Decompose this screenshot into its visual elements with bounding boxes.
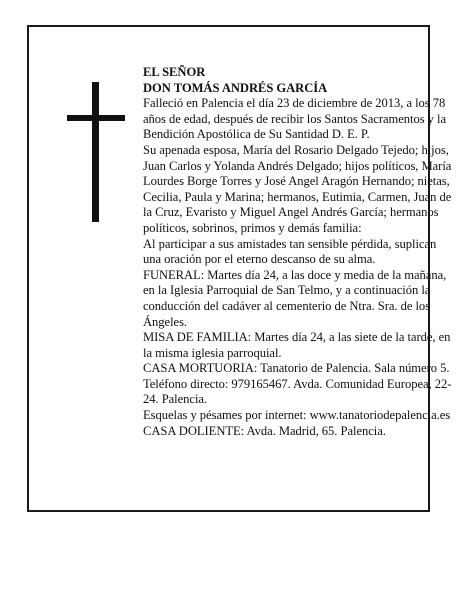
funeral-home-paragraph: CASA MORTUORIA: Tanatorio de Palencia. Sala número 5. Teléfono directo: 979165467. Avda. Comunidad Europea, 22-24. Palencia. (143, 361, 452, 407)
deceased-name: DON TOMÁS ANDRÉS GARCÍA (143, 80, 328, 95)
family-paragraph: Su apenada esposa, María del Rosario Delgado Tejedo; hijos, Juan Carlos y Yolanda Andrés Delgado; hijos políticos, María Lourdes Borge Torres y José Angel Aragón Hernando; nietas, Cecilia, Paula y Marina; hermanos, Eutimia, Carmen, Juan de la Cruz, Evaristo y Miguel Angel Andrés García; hermanos políticos, sobrinos, primos y demás familia: (143, 142, 452, 235)
prayer-paragraph: Al participar a sus amistades tan sensible pérdida, suplican una oración por el eterno descanso de su alma. (143, 236, 437, 267)
cross-icon-horizontal (67, 115, 125, 121)
internet-condolences-paragraph: Esquelas y pésames por internet: www.tanatoriodepalencia.es (143, 408, 451, 423)
heading: EL SEÑOR (143, 65, 206, 79)
obituary-notice (27, 25, 452, 512)
funeral-paragraph: FUNERAL: Martes día 24, a las doce y media de la mañana, en la Iglesia Parroquial de San Telmo, y a continuación la conducción del cadáver al cementerio de Ntra. Sra. de los Ángeles. (143, 267, 447, 329)
death-paragraph: Falleció en Palencia el día 23 de diciembre de 2013, a los 78 años de edad, después de recibir los Santos Sacramentos y la Bendición Apostólica de Su Santidad D. E. P. (143, 96, 447, 142)
obituary-text (143, 65, 453, 439)
family-home-paragraph: CASA DOLIENTE: Avda. Madrid, 65. Palencia. (143, 423, 386, 438)
cross-icon-vertical (92, 82, 99, 222)
family-mass-paragraph: MISA DE FAMILIA: Martes día 24, a las siete de la tarde, en la misma iglesia parroquial. (143, 330, 451, 360)
